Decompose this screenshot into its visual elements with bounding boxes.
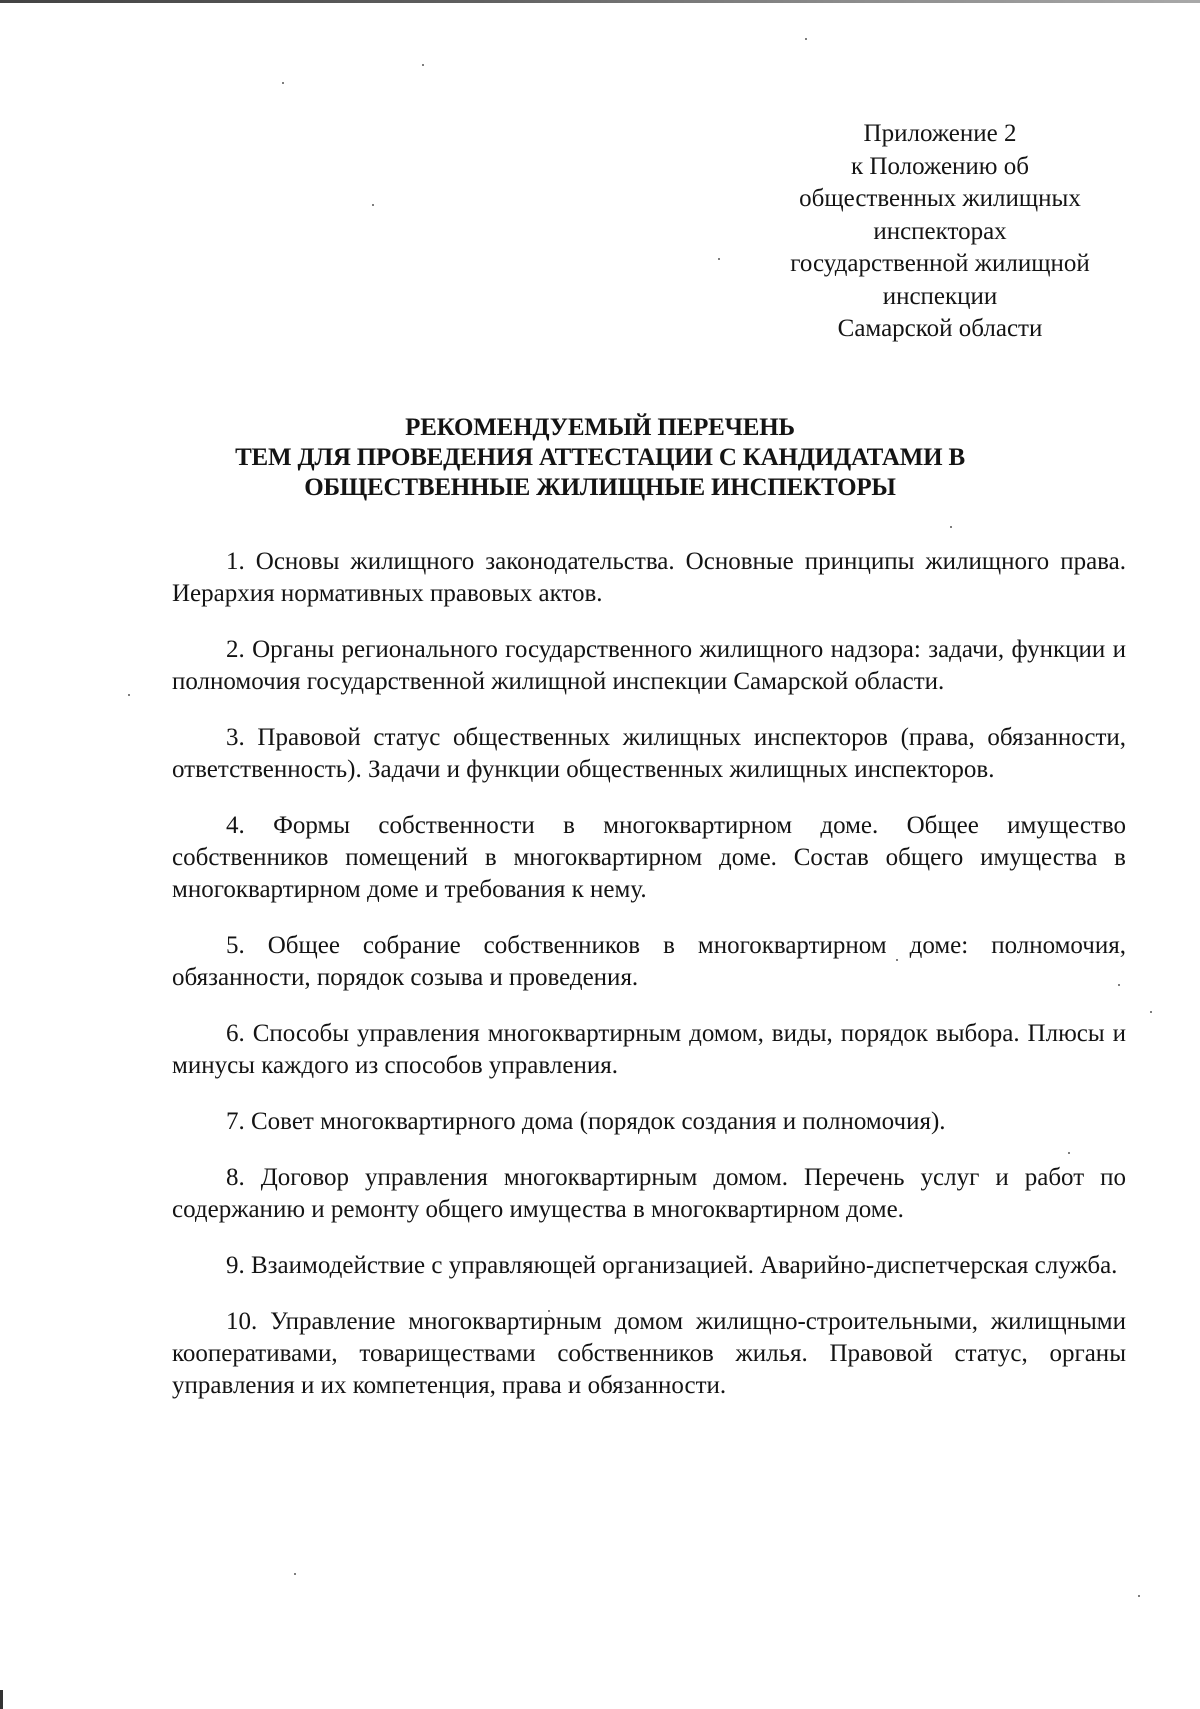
topic-item: 7. Совет многоквартирного дома (порядок создания и полномочия). (226, 1108, 946, 1135)
scan-speck (718, 258, 720, 260)
title-line: РЕКОМЕНДУЕМЫЙ ПЕРЕЧЕНЬ (405, 414, 795, 441)
topic-item: 6. Способы управления многоквартирным домом, виды, порядок выбора. Плюсы и минусы каждого из способов управления. (172, 1020, 1126, 1079)
appendix-line: инспекторах (873, 217, 1007, 245)
topic-item: 8. Договор управления многоквартирным домом. Перечень услуг и работ по содержанию и ремонту общего имущества в многоквартирном доме. (172, 1164, 1126, 1223)
topics-list (172, 546, 1126, 1426)
appendix-line: Самарской области (837, 315, 1043, 342)
topic-item: 10. Управление многоквартирным домом жилищно-строительными, жилищными кооперативами, товариществами собственников жилья. Правовой статус, органы управления и их компетенция, права и обязанности. (172, 1308, 1126, 1399)
scan-edge-left (0, 1690, 3, 1709)
appendix-line: государственной жилищной (790, 250, 1090, 277)
scan-speck (1150, 1011, 1152, 1013)
scan-speck (282, 82, 284, 84)
appendix-header (760, 118, 1120, 346)
scan-speck (422, 64, 424, 66)
topic-item: 3. Правовой статус общественных жилищных инспекторов (права, обязанности, ответственность). Задачи и функции общественных жилищных инспекторов. (172, 724, 1126, 783)
scan-speck (950, 526, 952, 528)
topic-item: 1. Основы жилищного законодательства. Основные принципы жилищного права. Иерархия нормативных правовых актов. (172, 548, 1126, 607)
document-title (150, 413, 1050, 503)
scan-speck (128, 694, 130, 696)
scan-speck (294, 1573, 296, 1575)
scan-speck (372, 204, 374, 206)
appendix-line: инспекции (882, 282, 998, 310)
scan-speck (805, 38, 807, 40)
topic-item: 2. Органы регионального государственного жилищного надзора: задачи, функции и полномочия государственной жилищной инспекции Самарской области. (172, 636, 1126, 695)
appendix-line: Приложение 2 (863, 120, 1017, 147)
topic-item: 9. Взаимодействие с управляющей организацией. Аварийно-диспетчерская служба. (226, 1252, 1118, 1279)
title-line: ТЕМ ДЛЯ ПРОВЕДЕНИЯ АТТЕСТАЦИИ С КАНДИДАТАМИ В (235, 444, 965, 471)
title-line: ОБЩЕСТВЕННЫЕ ЖИЛИЩНЫЕ ИНСПЕКТОРЫ (304, 474, 896, 501)
topic-item: 5. Общее собрание собственников в многоквартирном доме: полномочия, обязанности, порядок созыва и проведения. (172, 932, 1126, 991)
scan-speck (1138, 1595, 1140, 1597)
topic-item: 4. Формы собственности в многоквартирном доме. Общее имущество собственников помещений в многоквартирном доме. Состав общего имущества в многоквартирном доме и требования к нему. (172, 812, 1126, 903)
scan-edge-top (0, 0, 1200, 3)
appendix-line: к Положению об (851, 152, 1029, 180)
appendix-line: общественных жилищных (799, 185, 1081, 212)
